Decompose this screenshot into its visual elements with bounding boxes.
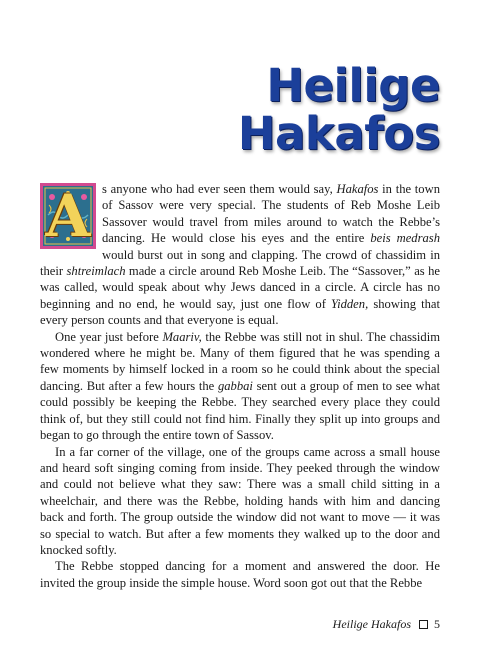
dropcap-letter: A [45,182,91,250]
text-run: sent out a group of men to see what could possibly be keeping the Rebbe. They searched every place they could think of, but they still could not find him. Finally they split up into groups and began to go through the entire town of Sassov. [40,378,440,443]
page-footer [333,617,440,632]
text-run: One year just before [55,329,163,344]
page-title [237,59,440,160]
text-run: The Rebbe stopped dancing for a moment and answered the door. He invited the group inside the simple house. Word soon got out that the Rebbe [40,559,440,590]
paragraph-4 [40,558,440,591]
italic-term: beis medrash [370,231,441,246]
text-run: showing that every person counts and that everyone is equal. [40,296,440,328]
title-line-2: Hakafos [237,107,440,160]
paragraph-1 [40,181,440,329]
paragraph-2 [40,329,440,444]
text-run: would burst out in song and clapping. The crowd of chassidim in their [40,247,440,279]
italic-term: shtreimlach [66,264,126,279]
paragraph-3 [40,444,440,559]
italic-term: Hakafos [336,182,379,196]
text-run: made a circle around Reb Moshe Leib. The “Sassover,” as he was called, would speak about why Jews danced in a circle. A circle has no beginning and no end, he would say, just one flow of [40,264,440,311]
page-number: 5 [434,617,440,631]
italic-term: gabbai [217,378,253,393]
italic-term: Maariv, [162,329,202,344]
square-bullet-icon [419,620,428,629]
running-title: Heilige Hakafos [332,617,411,631]
article-body [40,181,440,591]
title-line-1: Heilige [266,59,440,112]
text-run: s anyone who had ever seen them would say, [102,182,337,196]
illuminated-initial-icon [40,183,96,249]
italic-term: Yidden, [331,296,369,311]
text-run: the Rebbe was still not in shul. The chassidim wondered where he might be. Many of them figured that he was spending a few moments by himself locked in a room so he could think about the special dancing. But after a few hours the [40,329,440,393]
text-run: in the town of Sassov were very special. The students of Reb Moshe Leib Sassover would travel from miles around to watch the Rebbe’s dancing. He would close his eyes and the entire [102,182,440,246]
text-run: In a far corner of the village, one of the groups came across a small house and heard soft singing coming from inside. They peeked through the window and could not believe what they saw: There was a small child sitting in a wheelchair, and there was the Rebbe, holding hands with him and dancing back and forth. The group outside the window did not want to move — it was so special to watch. But after a few moments they walked up to the door and knocked softly. [40,444,440,557]
